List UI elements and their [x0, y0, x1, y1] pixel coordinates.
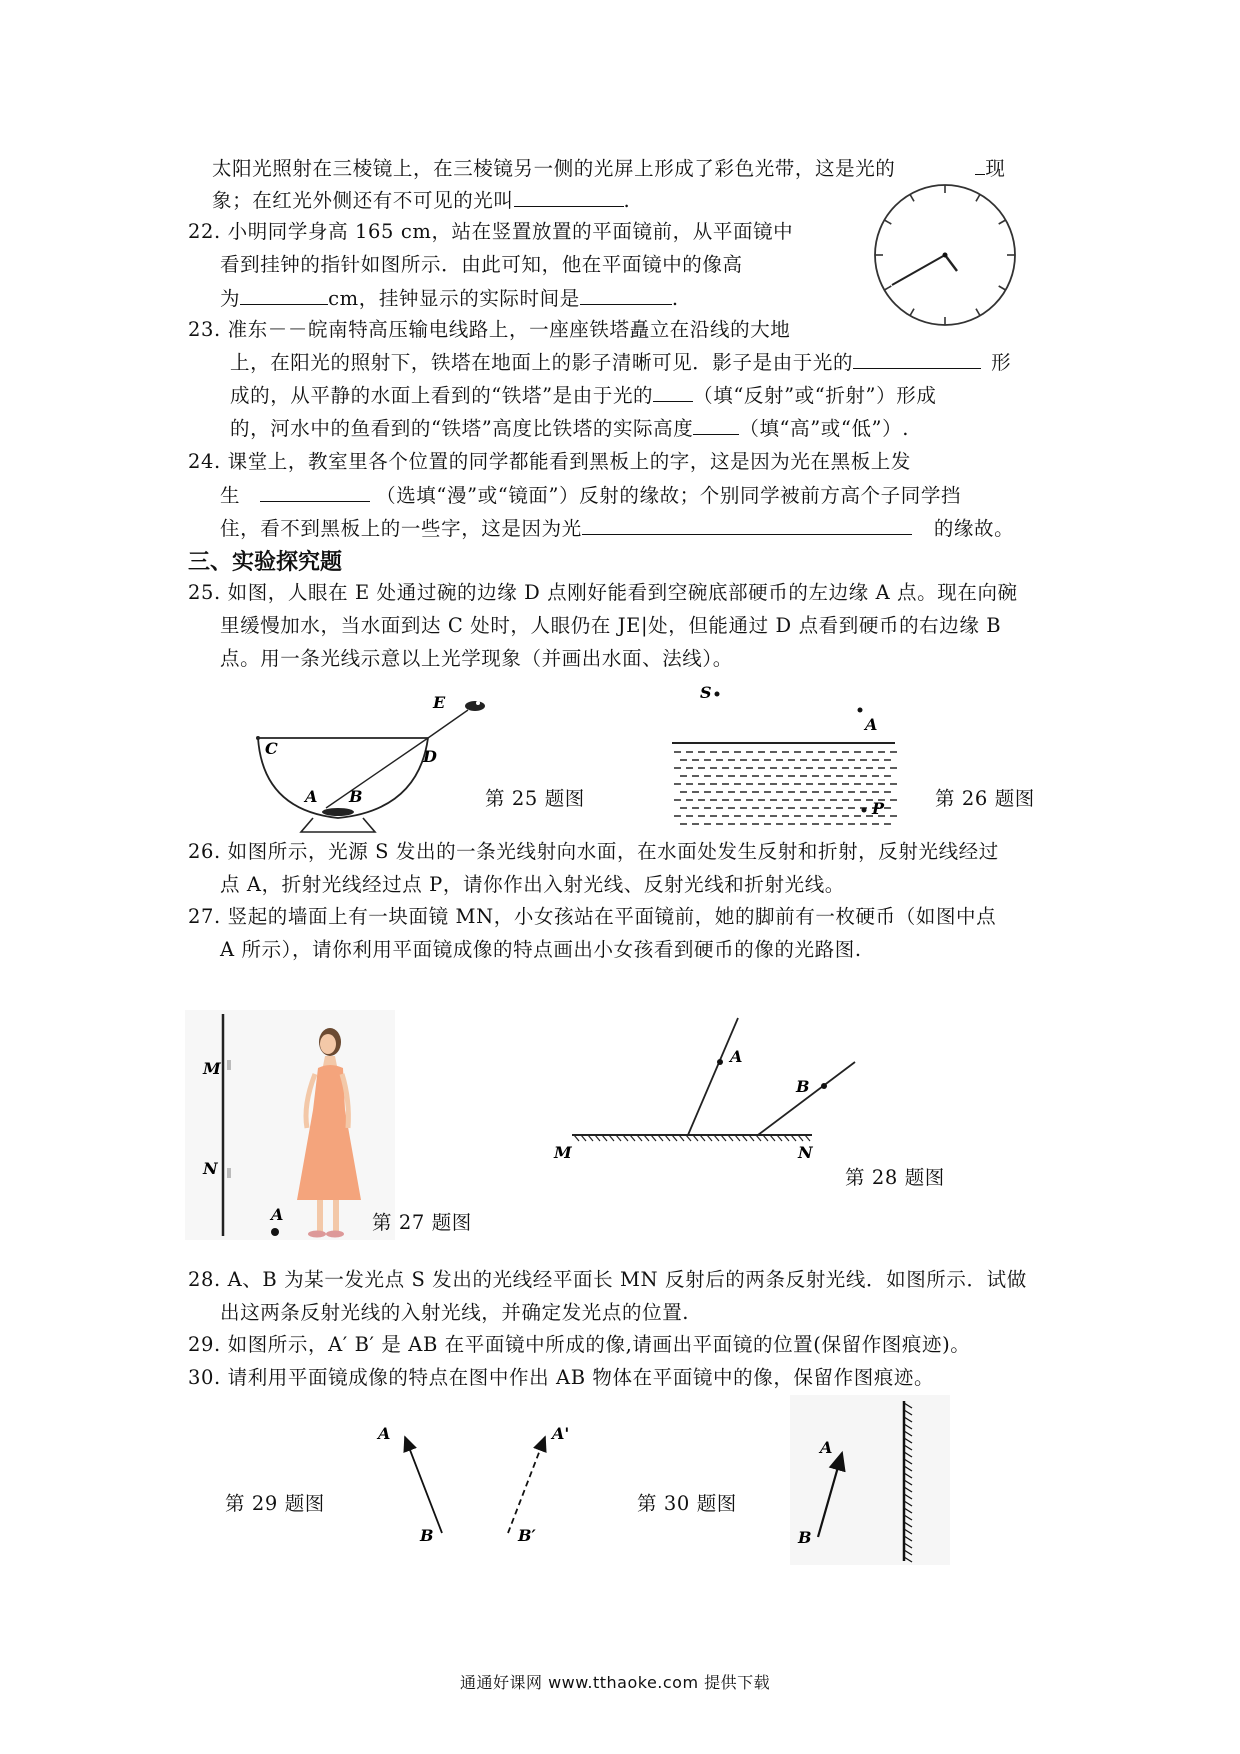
q24-line2 — [220, 483, 961, 508]
q24-line1: 24. 课堂上，教室里各个位置的同学都能看到黑板上的字，这是因为光在黑板上发 — [188, 450, 912, 473]
arrow-AB — [405, 1437, 442, 1533]
q23-blank-1[interactable] — [853, 350, 981, 369]
q28-line2: 出这两条反射光线的入射光线，并确定发光点的位置. — [220, 1301, 690, 1324]
q27-line1: 27. 竖起的墙面上有一块面镜 MN，小女孩站在平面镜前，她的脚前有一枚硬币（如图中点 — [188, 905, 997, 928]
footer-text: 通通好课网 www.tthaoke.com 提供下载 — [460, 1673, 771, 1692]
fig27-label-M: M — [203, 1059, 221, 1078]
q22-line3-text-b: cm，挂钟显示的实际时间是 — [328, 287, 580, 310]
fig30-label-B: B — [798, 1528, 812, 1547]
coin — [322, 808, 354, 816]
q23-line1: 23. 准东－－皖南特高压输电线路上，一座座铁塔矗立在沿线的大地 — [188, 318, 791, 341]
figure-25-bowl — [253, 690, 503, 840]
q22-line3-period: . — [671, 287, 679, 310]
fig25-label-D: D — [423, 747, 437, 766]
fig28-label-A: A — [730, 1047, 743, 1066]
fig28-label-B: B — [796, 1077, 810, 1096]
q27-line2: A 所示），请你利用平面镜成像的特点画出小女孩看到硬币的像的光路图. — [220, 938, 862, 961]
fig29-label-B-prime: B′ — [518, 1526, 536, 1545]
q24-blank-1[interactable] — [260, 483, 370, 502]
fig26-label-A: A — [865, 715, 878, 734]
q23-line3-tail: （填“反射”或“折射”）形成 — [693, 384, 937, 407]
coin-point-A — [271, 1228, 279, 1236]
fig27-caption: 第 27 题图 — [372, 1211, 472, 1234]
q25-line2: 里缓慢加水，当水面到达 C 处时，人眼仍在 JE|处，但能通过 D 点看到硬币的右边缘 B — [220, 614, 1002, 637]
fig27-label-A: A — [271, 1205, 284, 1224]
fig27-label-N: N — [203, 1159, 218, 1178]
q23-blank-2[interactable] — [653, 383, 693, 402]
eye-icon — [465, 701, 485, 711]
q24-blank-2[interactable] — [582, 516, 912, 535]
q21-blank-1[interactable] — [895, 157, 975, 175]
q23-line4 — [230, 416, 909, 441]
q21-line2-text: 象；在红光外侧还有不可见的光叫 — [212, 189, 514, 212]
q30-line1: 30. 请利用平面镜成像的特点在图中作出 AB 物体在平面镜中的像，保留作图痕迹。 — [188, 1366, 935, 1389]
q23-line4-text: 的，河水中的鱼看到的“铁塔”高度比铁塔的实际高度 — [230, 417, 694, 440]
clock-figure — [870, 180, 1020, 330]
fig28-label-N: N — [798, 1143, 813, 1162]
q22-line3 — [220, 286, 679, 311]
q21-line1-text: 太阳光照射在三棱镜上，在三棱镜另一侧的光屏上形成了彩色光带，这是光的 — [212, 157, 896, 180]
fig29-label-A-prime: A' — [552, 1424, 570, 1443]
q28-line1: 28. A、B 为某一发光点 S 发出的光线经平面长 MN 反射后的两条反射光线．如图所示．试做 — [188, 1268, 1027, 1291]
fig29-label-A: A — [378, 1424, 391, 1443]
fig25-label-E: E — [433, 693, 446, 712]
figure-30-mirror — [790, 1395, 950, 1565]
q21-blank-1-tail[interactable] — [975, 156, 985, 175]
fig30-label-A: A — [820, 1438, 833, 1457]
clock-hand-short — [945, 255, 957, 271]
fig28-caption: 第 28 题图 — [845, 1166, 945, 1189]
q23-line2-text: 上，在阳光的照射下，铁塔在地面上的影子清晰可见．影子是由于光的 — [230, 351, 854, 374]
q24-line3-tail: 的缘故。 — [933, 517, 1015, 540]
q23-line3 — [230, 383, 936, 408]
q22-line1: 22. 小明同学身高 165 cm，站在竖置放置的平面镜前，从平面镜中 — [188, 220, 794, 243]
q22-line3-text-a: 为 — [220, 287, 241, 310]
figure-28-rays — [550, 1010, 860, 1160]
q23-line4-tail: （填“高”或“低”）. — [739, 417, 910, 440]
q21-line1-tail: 现 — [985, 157, 1006, 180]
q24-line2-text: 生 — [220, 484, 241, 507]
q24-line3 — [220, 516, 1014, 541]
section-title: 三、实验探究题 — [188, 550, 343, 575]
reflected-ray-A — [688, 1018, 738, 1135]
q21-line2 — [212, 188, 630, 213]
q29-line1: 29. 如图所示，A′ B′ 是 AB 在平面镜中所成的像,请画出平面镜的位置(保留作图痕迹)。 — [188, 1333, 971, 1356]
q22-blank-height[interactable] — [240, 286, 328, 305]
q21-blank-2[interactable] — [514, 188, 624, 207]
q21-line1 — [212, 156, 1006, 181]
fig26-label-P: P — [872, 799, 885, 818]
fig30-caption: 第 30 题图 — [637, 1492, 737, 1515]
q23-line2 — [230, 350, 1011, 375]
q25-line3: 点。用一条光线示意以上光学现象（并画出水面、法线）。 — [220, 647, 733, 670]
fig25-label-C: C — [265, 739, 278, 758]
figure-27-mirror-girl — [185, 1010, 395, 1240]
q22-blank-time[interactable] — [580, 286, 672, 305]
figure-26-water — [660, 680, 910, 830]
q24-line2-tail: （选填“漫”或“镜面”）反射的缘故；个别同学被前方高个子同学挡 — [376, 484, 962, 507]
arrow-AB-image — [508, 1437, 545, 1533]
figure-29-arrows — [370, 1415, 590, 1545]
q23-line2-tail: 形 — [991, 351, 1012, 374]
fig26-caption: 第 26 题图 — [935, 787, 1035, 810]
fig25-caption: 第 25 题图 — [485, 787, 585, 810]
q23-line3-text: 成的，从平静的水面上看到的“铁塔”是由于光的 — [230, 384, 654, 407]
q21-line2-period: . — [623, 189, 631, 212]
fig29-label-B: B — [420, 1526, 434, 1545]
fig25-label-B: B — [349, 787, 363, 806]
clock-hand-long — [892, 255, 945, 285]
fig25-label-A: A — [305, 787, 318, 806]
q24-line3-text: 住，看不到黑板上的一些字，这是因为光 — [220, 517, 582, 540]
sight-line — [326, 738, 428, 808]
q22-line2: 看到挂钟的指针如图所示．由此可知，他在平面镜中的像高 — [220, 253, 743, 276]
fig29-caption: 第 29 题图 — [225, 1492, 325, 1515]
q25-line1: 25. 如图，人眼在 E 处通过碗的边缘 D 点刚好能看到空碗底部硬币的左边缘 A 点。现在向碗 — [188, 581, 1018, 604]
q26-line2: 点 A，折射光线经过点 P，请你作出入射光线、反射光线和折射光线。 — [220, 873, 845, 896]
fig28-label-M: M — [554, 1143, 572, 1162]
q26-line1: 26. 如图所示，光源 S 发出的一条光线射向水面，在水面处发生反射和折射，反射光线经过 — [188, 840, 999, 863]
fig26-label-S: S — [700, 683, 712, 702]
q23-blank-3[interactable] — [693, 416, 739, 435]
reflected-ray-B — [758, 1062, 855, 1135]
